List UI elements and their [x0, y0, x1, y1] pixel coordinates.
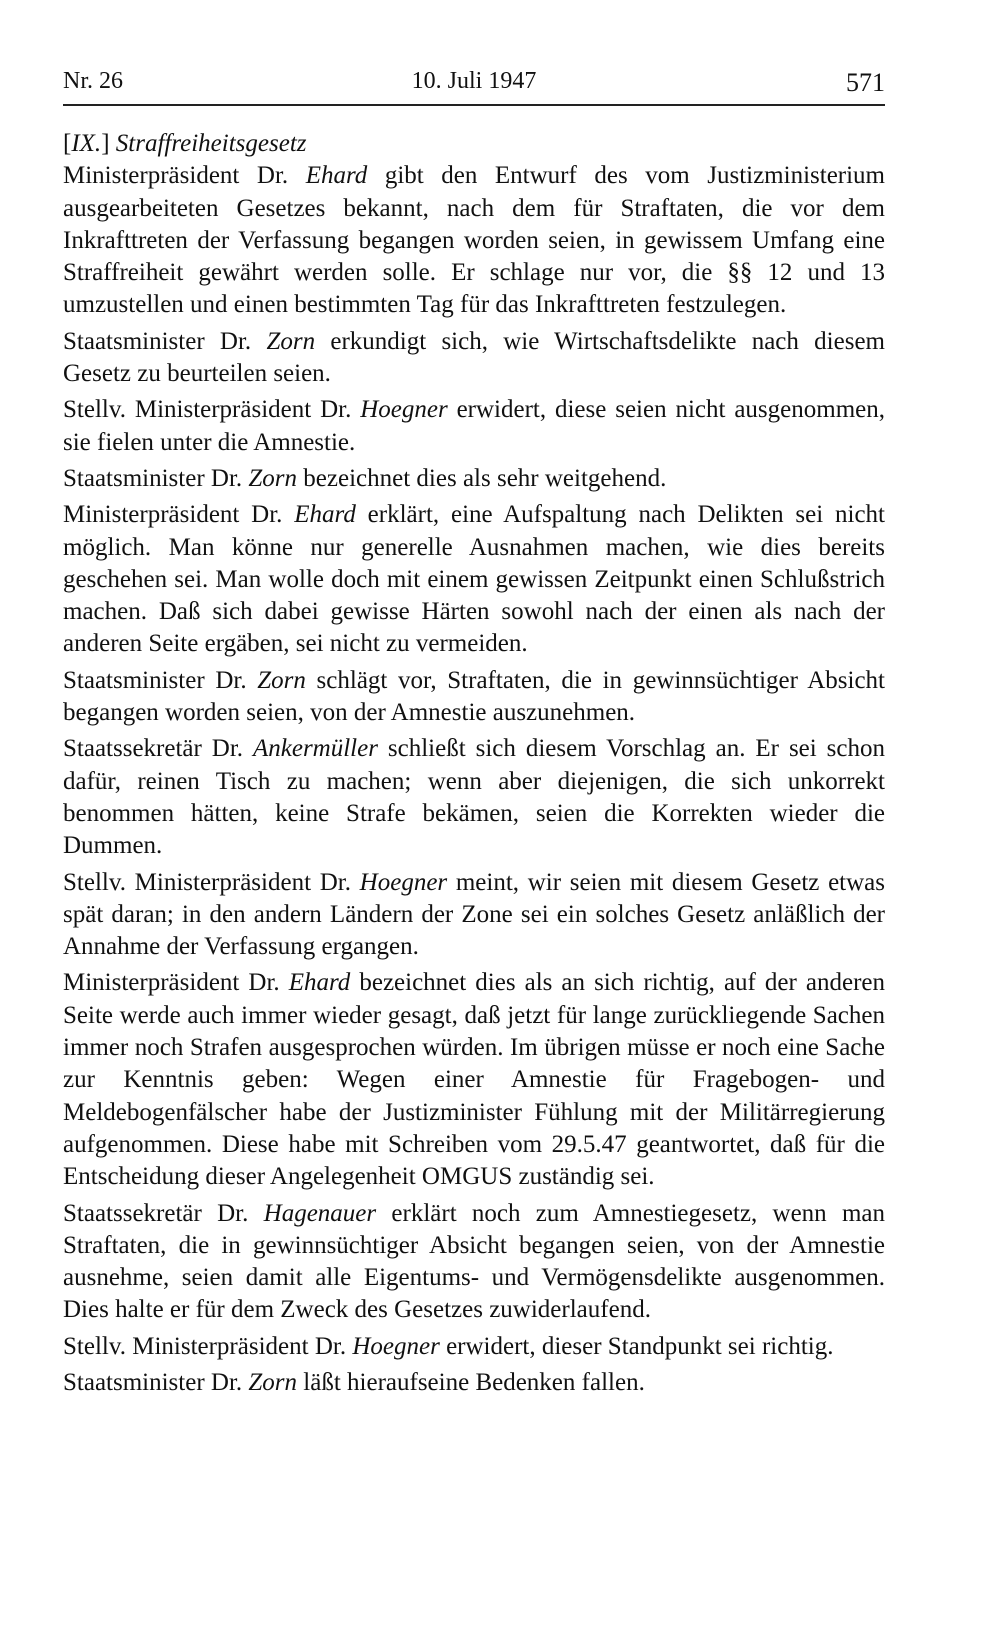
speaker-role: Staatsminister Dr. — [63, 666, 258, 694]
paragraph — [63, 394, 885, 459]
paragraph-text: bezeichnet dies als sehr weitgehend. — [297, 464, 667, 492]
paragraph — [63, 326, 885, 391]
speaker-name: Zorn — [266, 327, 316, 355]
speaker-name: Ehard — [305, 162, 368, 190]
speaker-role: Stellv. Ministerpräsident Dr. — [63, 868, 360, 896]
page-number: 571 — [846, 68, 885, 97]
paragraph — [63, 1331, 885, 1363]
speaker-role: Ministerpräsident Dr. — [63, 162, 306, 190]
speaker-name: Ehard — [288, 969, 351, 997]
paragraph — [63, 967, 885, 1193]
paragraph-text: bezeichnet dies als an sich richtig, auf der anderen Seite werde auch immer wieder gesagt, daß jetzt für lange zurückliegende Sachen immer noch Strafen ausgesprochen würden. Im übrigen müsse er noch eine Sache zur Kenntnis geben: Wegen einer Amnestie für Fragebogen- und Meldebogenfälscher habe der Justizminister Fühlung mit der Militärregierung aufgenommen. Diese habe mit Schreiben vom 29.5.47 geantwortet, daß für die Entscheidung dieser Angelegenheit OMGUS zuständig sei. — [63, 969, 886, 1191]
paragraph — [63, 499, 885, 660]
running-head — [63, 68, 885, 102]
speaker-name: Hagenauer — [263, 1199, 377, 1227]
paragraph-text: erklärt, eine Aufspaltung nach Delikten sei nicht möglich. Man könne nur generelle Ausnahmen machen, wie dies bereits geschehen sei. Man wolle doch mit einem gewissen Zeitpunkt einen Schlußstrich machen. Daß sich dabei gewisse Härten sowohl nach der einen als nach der anderen Seite ergäben, sei nicht zu vermeiden. — [63, 501, 886, 658]
speaker-role: Staatsminister Dr. — [63, 464, 249, 492]
paragraph — [63, 160, 885, 321]
paragraph — [63, 1198, 885, 1327]
speaker-name: Hoegner — [352, 1332, 440, 1360]
section-bracket-close: ] — [101, 130, 116, 157]
header-rule — [63, 104, 885, 106]
paragraph-text: erkundigt sich, wie Wirtschaftsdelikte nach diesem Gesetz zu beurteilen seien. — [63, 327, 885, 388]
paragraph — [63, 463, 885, 495]
speaker-role: Staatssekretär Dr. — [63, 735, 253, 763]
paragraph — [63, 733, 885, 862]
speaker-role: Staatsminister Dr. — [63, 327, 267, 355]
speaker-role: Staatsminister Dr. — [63, 1368, 249, 1396]
paragraph-text: schließt sich diesem Vorschlag an. Er sei schon dafür, reinen Tisch zu machen; wenn aber diejenigen, die sich unkorrekt benommen hätten, keine Strafe bekämen, seien die Korrekten wieder die Dummen. — [63, 735, 885, 860]
document-body — [63, 128, 885, 1399]
speaker-role: Ministerpräsident Dr. — [63, 501, 295, 529]
speaker-name: Hoegner — [360, 396, 448, 424]
speaker-name: Ankermüller — [252, 735, 378, 763]
paragraph — [63, 665, 885, 730]
section-number: IX. — [71, 130, 102, 157]
session-date: 10. Juli 1947 — [411, 68, 537, 94]
paragraph — [63, 867, 885, 964]
section-title: Straffreiheitsgesetz — [115, 130, 307, 157]
paragraph — [63, 1367, 885, 1399]
speaker-name: Zorn — [248, 1368, 298, 1396]
speaker-role: Staatssekretär Dr. — [63, 1199, 264, 1227]
issue-number: Nr. 26 — [63, 68, 123, 94]
section-bracket-open: [ — [63, 130, 72, 157]
paragraph-text: erwidert, diese seien nicht ausgenommen, sie fielen unter die Amnestie. — [63, 396, 885, 456]
speaker-name: Ehard — [294, 501, 356, 529]
section-heading — [63, 128, 885, 160]
paragraph-text: meint, wir seien mit diesem Gesetz etwas spät daran; in den andern Ländern der Zone sei ein solches Gesetz anläßlich der Annahme der Verfassung ergangen. — [63, 868, 885, 961]
paragraph-text: schlägt vor, Straftaten, die in gewinnsüchtiger Absicht begangen worden seien, von der Amnestie auszunehmen. — [63, 666, 886, 727]
paragraph-text: erklärt noch zum Amnestiegesetz, wenn man Straftaten, die in gewinnsüchtiger Absicht begangen seien, von der Amnestie ausnehme, seien damit alle Eigentums- und Vermögensdelikte ausgenommen. Dies halte er für dem Zweck des Gesetzes zuwiderlaufend. — [63, 1199, 885, 1324]
paragraph-text: läßt hieraufseine Bedenken fallen. — [297, 1368, 645, 1396]
speaker-name: Hoegner — [359, 868, 448, 896]
speaker-name: Zorn — [257, 666, 306, 694]
paragraph-text: erwidert, dieser Standpunkt sei richtig. — [439, 1332, 834, 1360]
speaker-role: Stellv. Ministerpräsident Dr. — [63, 1332, 353, 1360]
paragraph-text: gibt den Entwurf des vom Justizministerium ausgearbeiteten Gesetzes bekannt, nach dem für Straftaten, die vor dem Inkrafttreten der Verfassung begangen worden seien, in gewissem Umfang eine Straffreiheit gewährt werden solle. Er schlage nur vor, die §§ 12 und 13 umzustellen und einen bestimmten Tag für das Inkrafttreten festzulegen. — [63, 162, 886, 319]
speaker-name: Zorn — [248, 464, 298, 492]
speaker-role: Ministerpräsident Dr. — [63, 969, 289, 997]
speaker-role: Stellv. Ministerpräsident Dr. — [63, 396, 361, 424]
